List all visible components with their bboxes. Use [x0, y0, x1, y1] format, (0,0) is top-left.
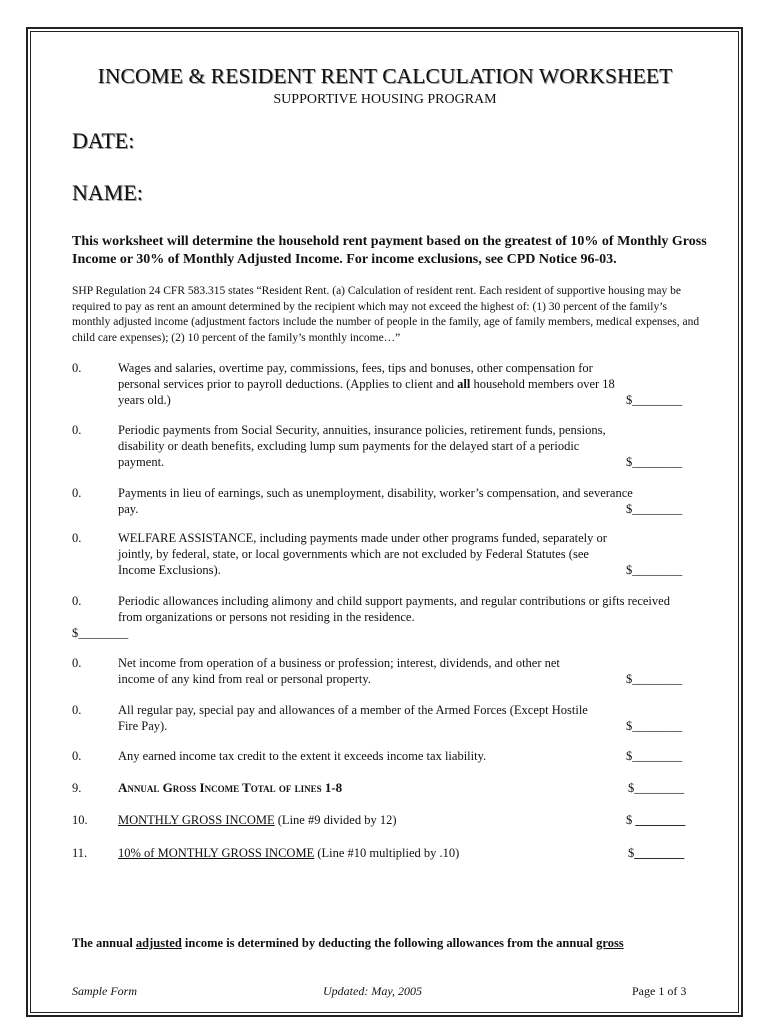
line-number: 0. — [72, 486, 82, 500]
line-description: All regular pay, special pay and allowances of a member of the Armed Forces (Except Hostile Fire Pay). — [118, 703, 588, 733]
line-amount-field[interactable]: $________ — [626, 502, 683, 516]
monthly-gross-income-line — [72, 812, 702, 830]
line-amount-field[interactable]: $________ — [626, 563, 683, 577]
worksheet-subtitle: SUPPORTIVE HOUSING PROGRAM — [273, 92, 497, 107]
date-label: DATE: — [72, 128, 135, 153]
line-description: Annual Gross Income Total of lines 1-8 — [118, 780, 343, 795]
line-amount-field[interactable]: $________ — [626, 455, 683, 469]
line-description: Net income from operation of a business or profession; interest, dividends, and other net income of any kind from real or personal property. — [118, 656, 560, 686]
line-amount-field[interactable]: $________ — [626, 393, 683, 407]
footer-updated-date: Updated: May, 2005 — [323, 984, 422, 998]
line-number: 0. — [72, 531, 82, 545]
footer-page-number: Page 1 of 3 — [632, 984, 687, 998]
line-amount-field[interactable]: $________ — [72, 626, 129, 640]
income-line-net-business — [72, 655, 702, 689]
line-number: 0. — [72, 361, 82, 375]
annual-gross-income-line — [72, 780, 702, 798]
line-description: Payments in lieu of earnings, such as unemployment, disability, worker’s compensation, and severance pay. — [118, 486, 633, 516]
income-line-periodic-payments — [72, 422, 702, 472]
line-description: Periodic payments from Social Security, annuities, insurance policies, retirement funds, pensions, disability or death benefits, excluding lump sum payments for the delayed start of a periodic payment. — [118, 423, 606, 469]
line-description: MONTHLY GROSS INCOME (Line #9 divided by 12) — [118, 813, 397, 827]
line-description: 10% of MONTHLY GROSS INCOME (Line #10 multiplied by .10) — [118, 846, 460, 860]
page-border-inner — [30, 31, 739, 1013]
line-description: WELFARE ASSISTANCE, including payments made under other programs funded, separately or jointly, by federal, state, or local governments which are not excluded by Federal Statutes (see Income Exclusions). — [118, 531, 607, 577]
line-description: Wages and salaries, overtime pay, commissions, fees, tips and bonuses, other compensation for personal services prior to payroll deductions. (Applies to client and all household members over 18 years old.) — [118, 361, 615, 407]
line-number: 0. — [72, 703, 82, 717]
line-amount-field[interactable]: $________ — [626, 672, 683, 686]
line-amount-field[interactable]: $________ — [628, 781, 685, 795]
line-number: 11. — [72, 846, 88, 860]
adjusted-income-note: The annual adjusted income is determined by deducting the following allowances from the annual gross — [72, 936, 624, 950]
income-line-payments-in-lieu — [72, 485, 702, 519]
income-line-armed-forces — [72, 702, 702, 736]
footer-sample-form: Sample Form — [72, 984, 137, 998]
line-description: Any earned income tax credit to the extent it exceeds income tax liability. — [118, 749, 487, 763]
income-line-periodic-allowances — [72, 593, 702, 643]
line-number: 0. — [72, 749, 82, 763]
line-number: 0. — [72, 594, 82, 608]
line-amount-field[interactable]: $________ — [628, 846, 685, 860]
line-description: Periodic allowances including alimony and child support payments, and regular contributions or gifts received from organizations or persons not residing in the residence. — [118, 594, 670, 624]
line-amount-field[interactable]: $________ — [626, 719, 683, 733]
ten-percent-monthly-gross-line — [72, 845, 702, 863]
income-line-tax-credit — [72, 748, 702, 766]
intro-paragraph: This worksheet will determine the household rent payment based on the greatest of 10% of Monthly Gross Income or 30% of Monthly Adjusted Income. For income exclusions, see CPD Notice 96-03. — [72, 234, 707, 267]
line-number: 9. — [72, 781, 82, 795]
line-amount-field[interactable]: $________ — [626, 749, 683, 763]
name-label: NAME: — [72, 180, 143, 205]
line-number: 0. — [72, 423, 82, 437]
income-line-wages — [72, 360, 702, 410]
line-number: 10. — [72, 813, 88, 827]
line-amount-field[interactable]: $ ________ — [626, 813, 686, 827]
line-number: 0. — [72, 656, 82, 670]
regulation-paragraph: SHP Regulation 24 CFR 583.315 states “Resident Rent. (a) Calculation of resident rent. Each resident of supportive housing may be required to pay as rent an amount determined by the recipient which may not exceed the highest of: (1) 30 percent of the family’s monthly adjusted income (adjustment factors include the number of people in the family, age of family members, medical expenses, and child care expenses); (2) 10 percent of the family’s monthly income…” — [72, 285, 700, 344]
income-line-welfare — [72, 530, 702, 580]
worksheet-title: INCOME & RESIDENT RENT CALCULATION WORKSHEET — [97, 64, 673, 88]
